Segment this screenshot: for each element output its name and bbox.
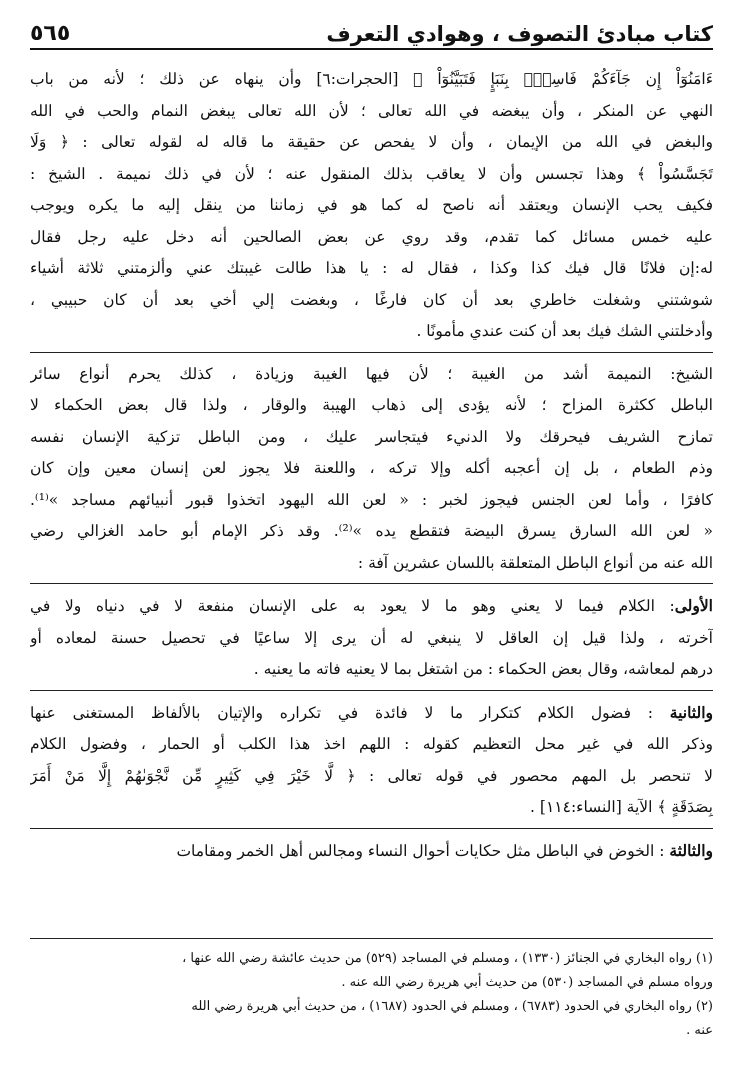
page-number: ٥٦٥: [30, 21, 71, 46]
text-line: تمازح الشريف فيحرقك ولا الدنيء فيتجاسر عليك ، ومن الباطل تزكية الإنسان نفسه: [30, 427, 713, 446]
text-line: شوشتني وشغلت خاطري بعد أن كان فارغًا ، وبغضت إلي أخي بعد أن كان حبيبي ،: [30, 290, 713, 309]
text-line: وأدخلتني الشك فيك بعد أن كنت عندي مأمونًا .: [416, 322, 713, 340]
paragraph: [30, 64, 713, 348]
footnote: [30, 995, 713, 1043]
text-line: النهي عن المنكر ، وأن يبغضه في الله تعالى ؛ لأن الله تعالى يبغض النمام والحب في الله: [30, 101, 713, 120]
text-line: عليه خمس مسائل كما تقدم، وقد روي عن بعض الصالحين أنه دخل عليه رجل فقال: [30, 227, 713, 246]
text-line: وذكر الله في غير محل التعظيم كقوله : اللهم اخذ هذا الكلب أو الحمار ، وفضول الكلام: [30, 735, 713, 753]
text-line: له:إن فلانًا قال فيك كذا وكذا ، فقال له : يا هذا طالت غيبتك عني وألزمتني ثلاثة أشياء: [30, 259, 713, 277]
text-line: ءَامَنُوٓاْ إِن جَآءَكُمْ فَاسِقُۢ بِنَبَإٍ فَتَبَيَّنُوٓاْ ﴾ [الحجرات:٦] وأن ينهاه عن ذلك ؛ لأنه من باب: [30, 70, 713, 88]
text-line: الأولى: الكلام فيما لا يعني وهو ما لا يعود به على الإنسان منفعة لا في دنياه ولا في: [30, 596, 713, 615]
paragraph-divider: [30, 583, 713, 584]
paragraph-divider: [30, 828, 713, 829]
text-line: تَجَسَّسُواْ ﴾ وهذا تجسس وأن لا يعاقب بذلك المنقول عنه ؛ لأن في ذلك نميمة . الشيخ :: [30, 164, 713, 183]
footnote-line: (٢) رواه البخاري في الحدود (٦٧٨٣) ، ومسلم في الحدود (١٦٨٧) ، من حديث أبي هريرة رضي الله: [191, 999, 713, 1014]
text-line: والبغض في الله من الإيمان ، وأن لا يفحص عن حقيقة ما قاله له لقوله تعالى : ﴿ وَلَا: [30, 133, 713, 151]
paragraph: [30, 590, 713, 686]
text-line: كافرًا ، وأما لعن الجنس فيجوز لخبر : « لعن الله اليهود اتخذوا قبور أنبيائهم مساجد »⁽¹⁾.: [30, 490, 713, 509]
footnote-line: عنه .: [686, 1023, 713, 1038]
text-line: « لعن الله السارق يسرق البيضة فتقطع يده »⁽²⁾. وقد ذكر الإمام أبو حامد الغزالي رضي: [30, 522, 713, 540]
paragraph-divider: [30, 352, 713, 353]
section-lead: والثانية: [669, 702, 713, 722]
footnote-rule: [30, 938, 713, 939]
book-title: كتاب مبادئ التصوف ، وهوادي التعرف: [326, 22, 713, 46]
text-line: لا تنحصر بل المهم محصور في قوله تعالى : ﴿ لَّا خَيْرَ فِي كَثِيرٍ مِّن نَّجْوَىٰهُمْ إِلَّا مَنْ أَمَرَ: [30, 766, 713, 785]
footnote-line: ورواه مسلم في المساجد (٥٣٠) من حديث أبي هريرة رضي الله عنه .: [341, 975, 713, 990]
footnotes: [30, 938, 713, 1043]
footnote-line: (١) رواه البخاري في الجنائز (١٣٣٠) ، ومسلم في المساجد (٥٢٩) من حديث عائشة رضي الله عنها ،: [182, 951, 713, 966]
section-lead: والثالثة: [669, 840, 713, 860]
text-line: وذم الطعام ، بل إن أعجبه أكله وإلا تركه ، واللعنة فلا يجوز لعن إنسان معين وإن كان: [30, 459, 713, 477]
text-line: آخرته ، ولذا قيل إن العاقل لا ينبغي له أن يرى إلا ساعيًا في تحصيل حسنة لمعاده أو: [30, 628, 713, 647]
text-line: والثانية : فضول الكلام كتكرار ما لا فائدة في تكراره والإتيان بالألفاظ المستغنى عنها: [30, 702, 713, 722]
main-text: [30, 64, 713, 867]
text-line: فكيف يحب الإنسان ويعتقد أنه ناصح له كما هو في زماننا من ينقل إليه ما يكره ويوجب: [30, 196, 713, 214]
text-line: والثالثة : الخوض في الباطل مثل حكايات أحوال النساء ومجالس أهل الخمر ومقامات: [176, 840, 713, 860]
section-lead: الأولى: [674, 596, 713, 615]
footnote: [30, 947, 713, 995]
paragraph: [30, 697, 713, 824]
text-line: درهم لمعاشه، وقال بعض الحكماء : من اشتغل بما لا يعنيه فاته ما يعنيه .: [253, 660, 713, 678]
paragraph-divider: [30, 690, 713, 691]
paragraph: [30, 359, 713, 580]
text-line: الشيخ: النميمة أشد من الغيبة ؛ لأن فيها الغيبة وزيادة ، كذلك يحرم أنواع سائر: [30, 364, 713, 383]
paragraph: [30, 835, 713, 868]
text-line: الباطل ككثرة المزاح ؛ لأنه يؤدى إلى ذهاب الهيبة والوقار ، ولذا قال بعض الحكماء لا: [30, 396, 713, 414]
text-line: الله عنه من أنواع الباطل المتعلقة باللسان عشرين آفة :: [357, 553, 713, 572]
page-header: [30, 6, 713, 50]
text-line: بِصَدَقَةٍ ﴾ الآية [النساء:١١٤] .: [530, 798, 713, 816]
